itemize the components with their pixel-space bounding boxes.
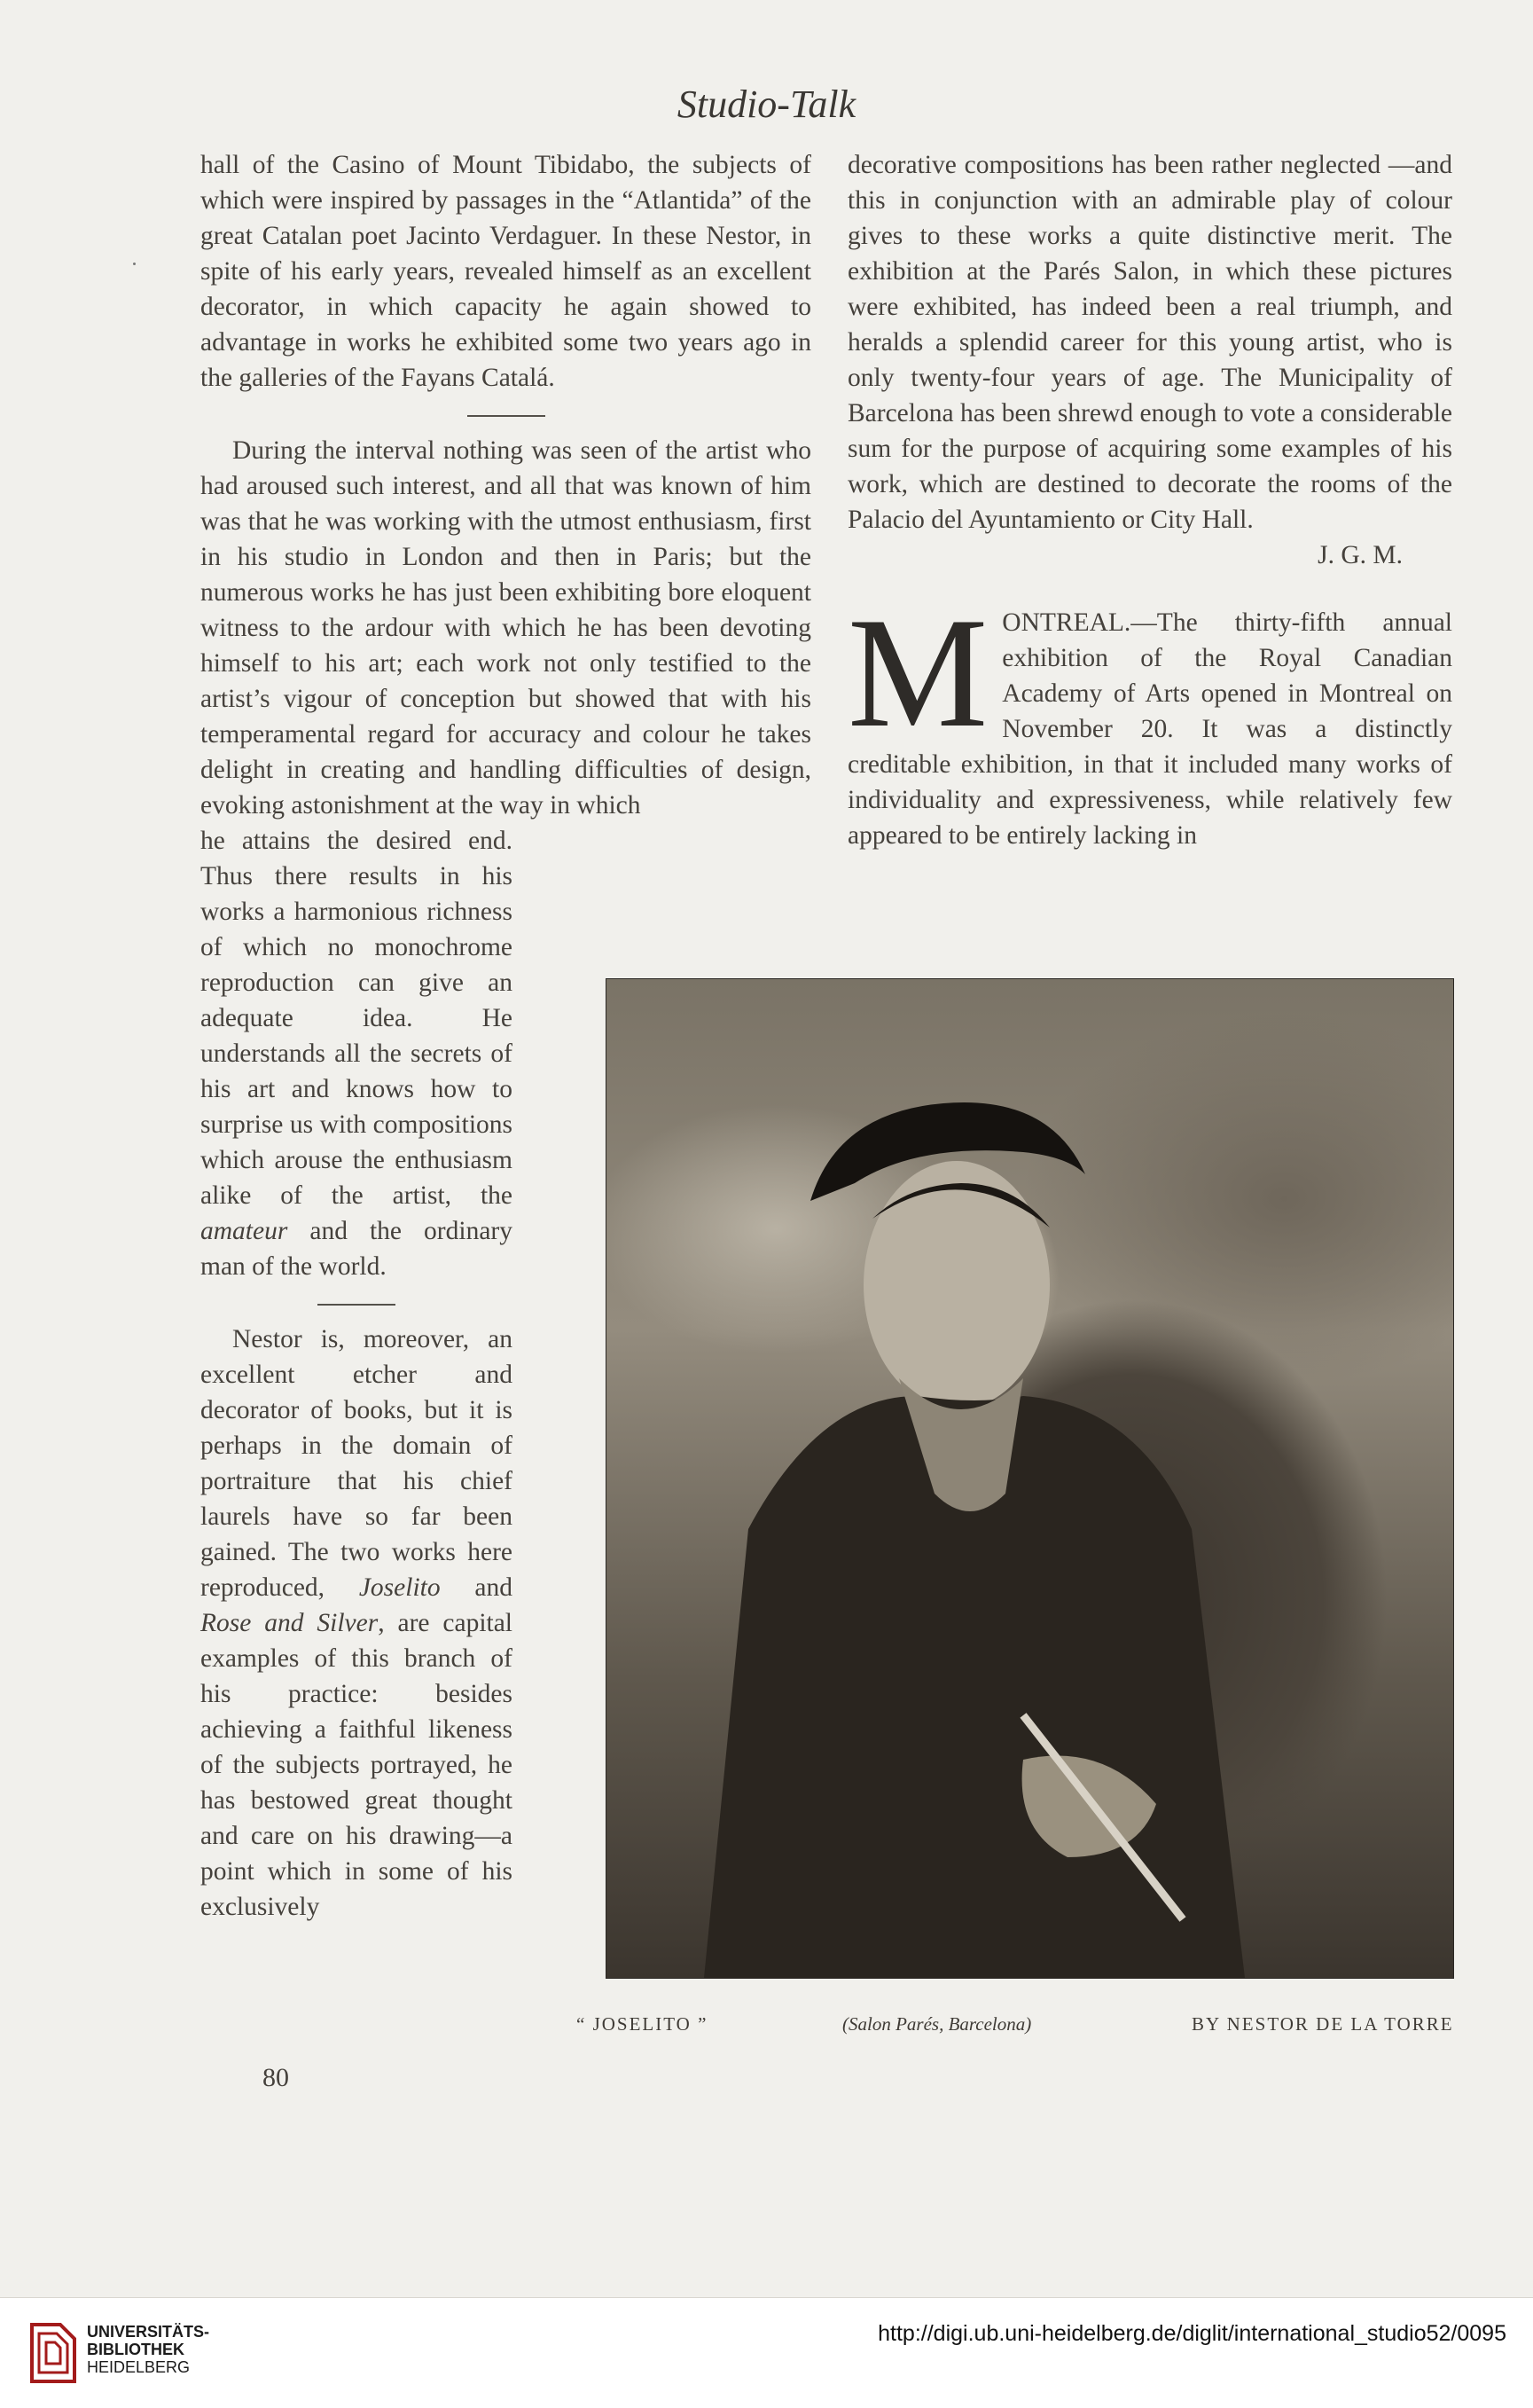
running-title: Studio-Talk: [677, 82, 856, 126]
source-url-link[interactable]: http://digi.ub.uni-heidelberg.de/diglit/international_studio52/0095: [878, 2321, 1506, 2346]
caption-artist: BY NESTOR DE LA TORRE: [1192, 2013, 1454, 2035]
left-paragraph-3: [200, 1322, 512, 1925]
text-run: Nestor is, moreover, an excellent etcher and decorator of books, but it is perhaps in the domain of portraiture that his chief laurels have so far been gained. The two works here reproduced,: [200, 1325, 512, 1602]
right-paragraph-1: decorative compositions has been rather neglected —and this in conjunction with an admirable play of colour gives to these works a quite distinctive merit. The exhibition at the Parés Salon, in which these pictures were exhibited, has indeed been a real triumph, and heralds a splendid career for this young artist, who is only twenty-four years of age. The Municipality of Barcelona has been shrewd enough to vote a considerable sum for the purpose of acquiring some examples of his work, which are destined to decorate the rooms of the Palacio del Ayuntamiento or City Hall.: [848, 151, 1452, 534]
portrait-photograph: [606, 978, 1454, 1979]
italic-title: Rose and Silver: [200, 1609, 379, 1637]
portrait-illustration: [606, 979, 1453, 1978]
left-paragraph-1: hall of the Casino of Mount Tibidabo, the subjects of which were inspired by passages in the “Atlantida” of the great Catalan poet Jacinto Verdaguer. In these Nestor, in spite of his early years, revealed himself as an excellent decorator, in which capacity he again showed to advantage in works he exhibited some two years ago in the galleries of the Fayans Catalá.: [200, 151, 811, 392]
italic-title: Joselito: [358, 1573, 441, 1602]
montreal-section: [848, 584, 1452, 853]
drop-cap: M: [848, 584, 989, 760]
paper-speck: [133, 263, 136, 265]
face-shape: [864, 1161, 1050, 1409]
library-name-line: HEIDELBERG: [87, 2358, 191, 2376]
library-name: [87, 2323, 209, 2376]
section-divider: [467, 415, 545, 417]
section-divider: [317, 1304, 395, 1306]
italic-word: amateur: [200, 1217, 288, 1245]
left-narrow-block: [200, 823, 512, 1925]
library-logo-icon[interactable]: [25, 2316, 82, 2390]
right-column: [848, 147, 1452, 853]
text-run: he attains the desired end. Thus there results in his works a harmonious richness of which no monochrome reproduction can give an adequate idea. He understands all the secrets of his art and knows how to surprise us with compositions which arouse the enthusiasm alike of the artist, the: [200, 827, 512, 1210]
page-number: 80: [262, 2063, 289, 2092]
author-signature: J. G. M.: [1318, 541, 1403, 569]
caption-source: (Salon Parés, Barcelona): [842, 2013, 1032, 2035]
library-name-line: UNIVERSITÄTS-: [87, 2323, 210, 2341]
left-paragraph-2-continued: [200, 823, 512, 1284]
text-run: and the ordinary man of the world.: [200, 1217, 512, 1281]
caption-title: “ JOSELITO ”: [576, 2013, 708, 2035]
text-run: and: [440, 1573, 512, 1602]
left-paragraph-2: During the interval nothing was seen of the artist who had aroused such interest, and all that was known of him was that he was working with the utmost enthusiasm, first in his studio in London and then in Paris; but the numerous works he has just been exhibiting bore eloquent witness to the ardour with which he has been devoting himself to his art; each work not only testified to the artist’s vigour of conception but showed that with his temperamental regard for accuracy and colour he takes delight in creating and handling difficulties of design, evoking astonishment at the way in which: [200, 436, 811, 820]
text-run: , are capital examples of this branch of his practice: besides achieving a faithful likeness of the subjects portrayed, he has bestowed great thought and care on his drawing—a point which in some of his exclusively: [200, 1609, 512, 1921]
library-name-line: BIBLIOTHEK: [87, 2341, 184, 2358]
library-footer: [0, 2297, 1533, 2408]
right-paragraph-2: ONTREAL.—The thirty-fifth annual exhibition of the Royal Canadian Academy of Arts opened in Montreal on November 20. It was a distinctly creditable exhibition, in that it included many works of individuality and expressiveness, while relatively few appeared to be entirely lacking in: [848, 608, 1452, 850]
